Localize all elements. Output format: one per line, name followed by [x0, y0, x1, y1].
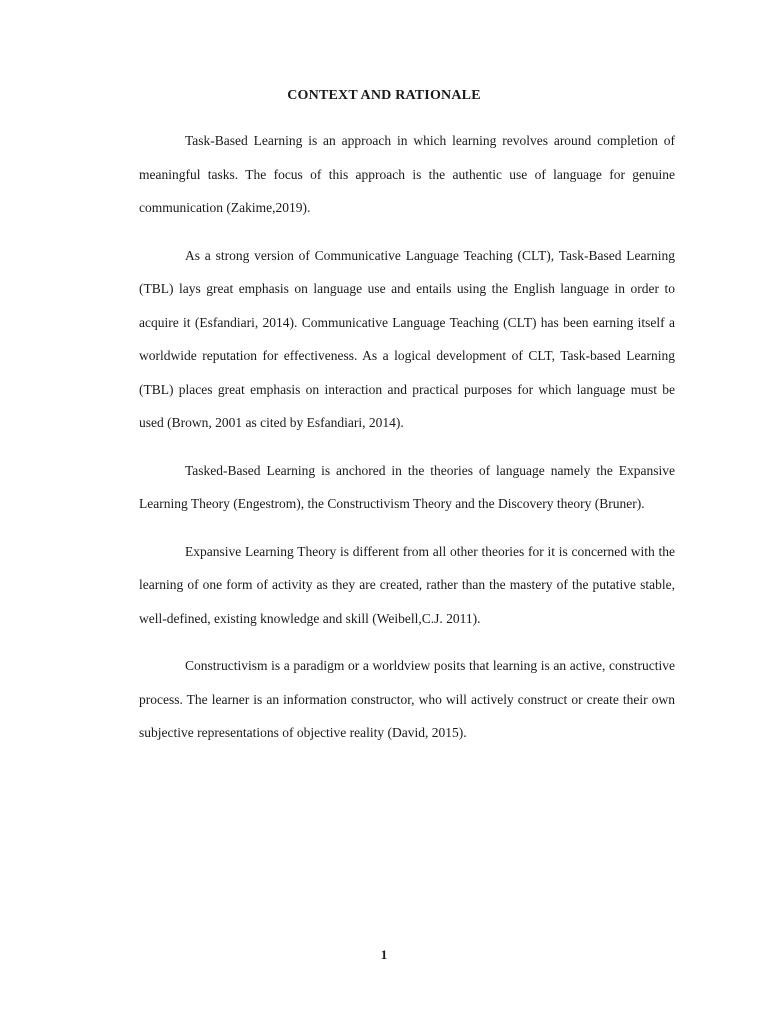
paragraph-task-based-learning: Task-Based Learning is an approach in which learning revolves around completion of meaningful tasks. The focus of this approach is the authentic use of language for genuine communication (Zakime,2019). [139, 133, 675, 215]
page-number: 1 [380, 947, 388, 962]
page-title: CONTEXT AND RATIONALE [287, 88, 481, 103]
body-text [139, 124, 675, 764]
paragraph-theories: Tasked-Based Learning is anchored in the theories of language namely the Expansive Learning Theory (Engestrom), the Constructivism Theory and the Discovery theory (Bruner). [139, 462, 675, 511]
paragraph-expansive-learning: Expansive Learning Theory is different from all other theories for it is concerned with the learning of one form of activity as they are created, rather than the mastery of the putative stable, well-defined, existing knowledge and skill (Weibell,C.J. 2011). [139, 543, 675, 626]
paragraph-constructivism: Constructivism is a paradigm or a worldview posits that learning is an active, constructive process. The learner is an information constructor, who will actively construct or create their own subjective representations of objective reality (David, 2015). [139, 658, 675, 740]
paragraph-clt: As a strong version of Communicative Language Teaching (CLT), Task-Based Learning (TBL) lays great emphasis on language use and entails using the English language in order to acquire it (Esfandiari, 2014). Communicative Language Teaching (CLT) has been earning itself a worldwide reputation for effectiveness. As a logical development of CLT, Task-based Learning (TBL) places great emphasis on interaction and practical purposes for which language must be used (Brown, 2001 as cited by Esfandiari, 2014). [139, 247, 675, 430]
